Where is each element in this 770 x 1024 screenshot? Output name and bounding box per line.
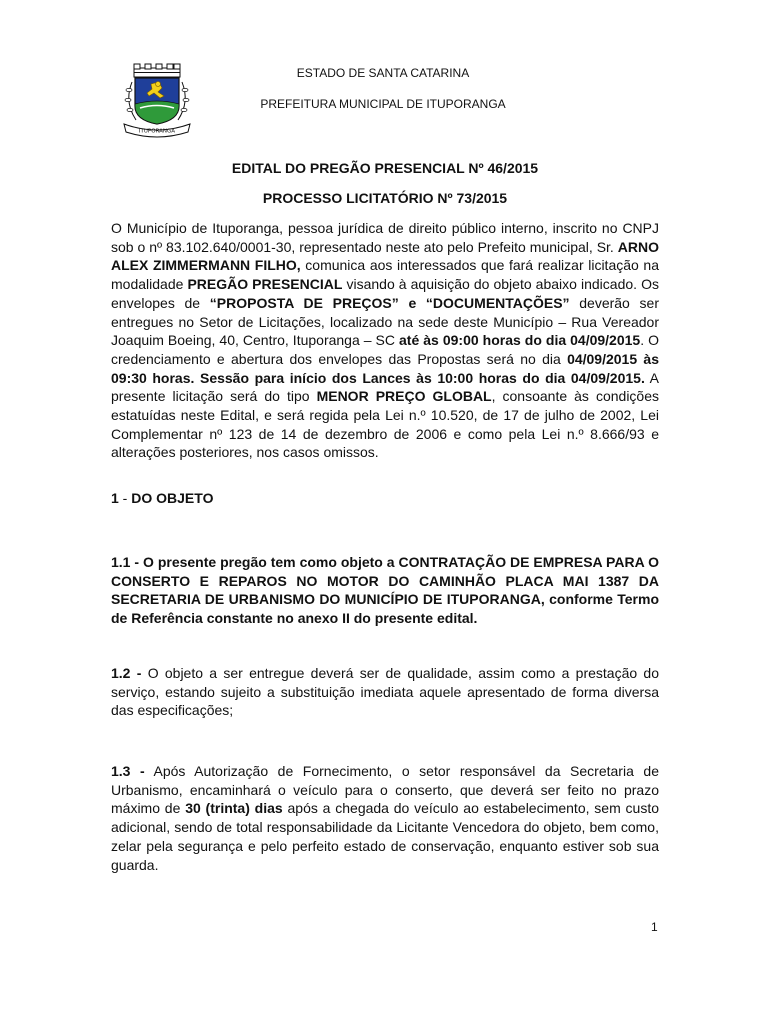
intro-bold-6: MENOR PREÇO GLOBAL — [316, 388, 492, 405]
intro-bold-4: até às 09:00 horas do dia 04/09/2015 — [399, 332, 641, 349]
intro-bold-5: 04/09/2015 às 09:30 horas. Sessão para início dos Lances às 10:00 horas do dia 04/09/2015. — [111, 350, 660, 386]
clause-1-1: 1.1 - O presente pregão tem como objeto a CONTRATAÇÃO DE EMPRESA PARA O CONSERTO E REPAROS NO MOTOR DO CAMINHÃO PLACA MAI 1387 DA SECRETARIA DE URBANISMO DO MUNICÍPIO DE ITUPORANGA, conforme Termo de Referência constante no anexo II do presente edital. — [111, 554, 659, 627]
section-1-number: 1 — [111, 490, 119, 506]
section-1-heading — [111, 489, 659, 508]
header-prefeitura: PREFEITURA MUNICIPAL DE ITUPORANGA — [260, 97, 506, 111]
clause-1-3-text-2: após a chegada do veículo ao estabelecimento, sem custo adicional, sendo de total responsabilidade da Licitante Vencedora do objeto, bem como, zelar pela segurança e pelo perfeito estado de conservação, enquanto estiver sob sua guarda. — [111, 800, 660, 873]
section-1-dash: - — [118, 490, 132, 506]
clause-1-2-text: O objeto a ser entregue deverá ser de qualidade, assim como a prestação do serviço, estando sujeito a substituição imediata aquele apresentado de forma diversa das especificações; — [111, 665, 660, 719]
clause-1-2-number: 1.2 - — [111, 665, 142, 681]
clause-1-3-bold: 30 (trinta) dias — [185, 800, 283, 817]
edital-title: EDITAL DO PREGÃO PRESENCIAL Nº 46/2015 — [231, 160, 539, 176]
intro-text-3: visando à aquisição do objeto abaixo indicado. Os envelopes de — [111, 276, 659, 311]
intro-text-4: deverão ser entregues no Setor de Licitações, localizado na sede deste Município – Rua Vereador Joaquim Boeing, 40, Centro, Ituporanga – SC — [111, 294, 659, 349]
intro-text-5: . O credenciamento e abertura dos envelopes das Propostas será no dia — [111, 332, 659, 367]
clause-1-2 — [111, 664, 659, 720]
intro-text-1: O Município de Ituporanga, pessoa jurídica de direito público interno, inscrito no CNPJ sob o nº 83.102.640/0001-30, representado neste ato pelo Prefeito municipal, Sr. — [111, 220, 659, 255]
intro-text-6: A presente licitação será do tipo — [111, 369, 659, 405]
intro-bold-3: “PROPOSTA DE PREÇOS” e “DOCUMENTAÇÕES” — [209, 294, 570, 311]
intro-bold-2: PREGÃO PRESENCIAL — [187, 276, 343, 293]
intro-text-2: comunica aos interessados que fará realizar licitação na modalidade — [111, 257, 659, 293]
intro-paragraph — [111, 219, 659, 462]
intro-bold-1: ARNO ALEX ZIMMERMANN FILHO, — [111, 238, 659, 274]
clause-1-3-number: 1.3 - — [111, 763, 145, 779]
crest-ribbon-label: ITUPORANGA — [138, 128, 176, 135]
header-state: ESTADO DE SANTA CATARINA — [296, 66, 470, 80]
page-number: 1 — [651, 920, 658, 934]
clause-1-3 — [111, 762, 659, 874]
clause-1-3-text-1: Após Autorização de Fornecimento, o setor responsável da Secretaria de Urbanismo, encaminhará o veículo para o conserto, que deverá ser feito no prazo máximo de — [111, 763, 659, 817]
intro-text-7: , consoante às condições estatuídas neste Edital, e será regida pela Lei n.º 10.520, de 17 de julho de 2002, Lei Complementar nº 123 de 14 de dezembro de 2006 e como pela Lei n.º 8.666/93 e alterações posteriores, nos casos omissos. — [111, 388, 659, 461]
section-1-title: DO OBJETO — [131, 490, 214, 506]
processo-title: PROCESSO LICITATÓRIO Nº 73/2015 — [262, 190, 508, 206]
